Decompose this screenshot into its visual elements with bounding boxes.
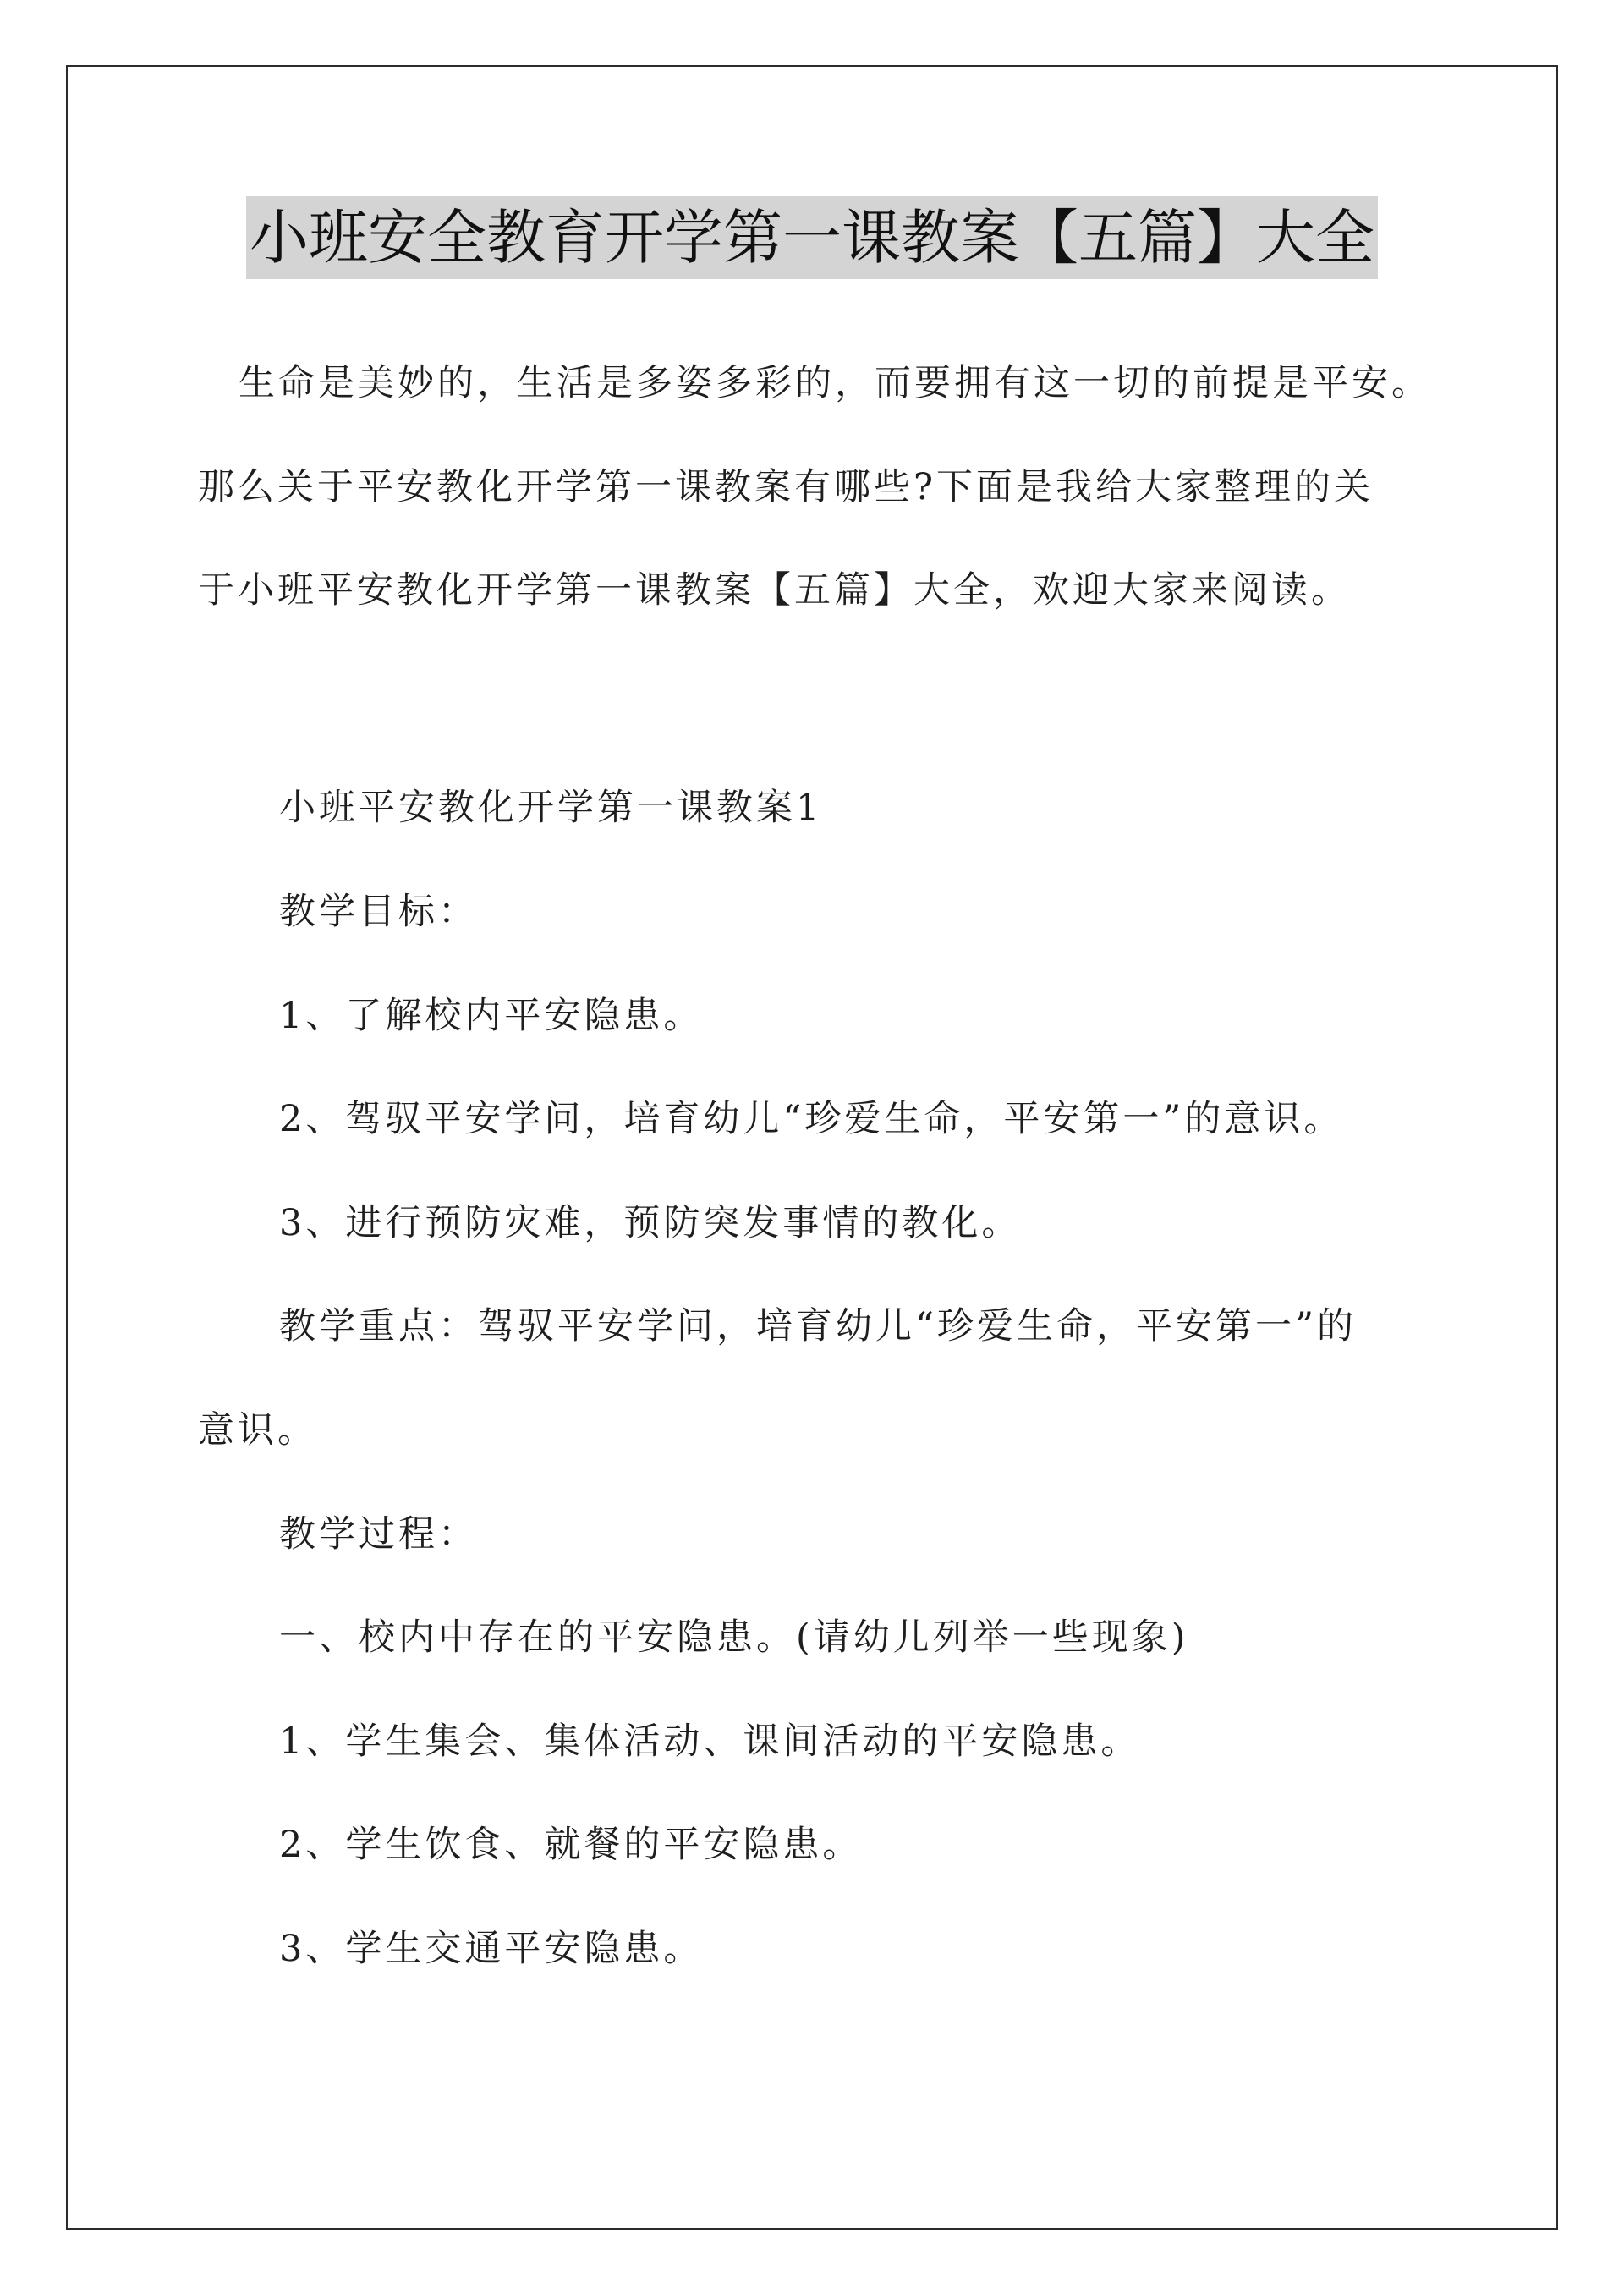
goal-item-1: 1、了解校内平安隐患。 [279,995,704,1037]
intro-line-3: 于小班平安教化开学第一课教案【五篇】大全，欢迎大家来阅读。 [198,569,1351,612]
title-container [0,196,1624,279]
key-point-line-1: 教学重点：驾驭平安学问，培育幼儿“珍爱生命，平安第一”的 [279,1305,1357,1347]
process-subitem-2: 2、学生饮食、就餐的平安隐患。 [279,1824,863,1866]
goals-label: 教学目标： [279,891,478,933]
process-label: 教学过程： [279,1513,478,1556]
process-item-1: 一、校内中存在的平安隐患。(请幼儿列举一些现象) [279,1616,1189,1659]
section-heading: 小班平安教化开学第一课教案1 [279,787,823,829]
intro-line-2: 那么关于平安教化开学第一课教案有哪些?下面是我给大家整理的关 [198,466,1374,508]
intro-line-1: 生命是美妙的，生活是多姿多彩的，而要拥有这一切的前提是平安。 [239,362,1431,404]
goal-item-3: 3、进行预防灾难，预防突发事情的教化。 [279,1202,1022,1244]
goal-item-2: 2、驾驭平安学问，培育幼儿“珍爱生命，平安第一”的意识。 [279,1098,1344,1140]
document-title: 小班安全教育开学第一课教案【五篇】大全 [246,196,1378,279]
process-subitem-1: 1、学生集会、集体活动、课间活动的平安隐患。 [279,1720,1141,1763]
key-point-line-2: 意识。 [198,1409,317,1452]
process-subitem-3: 3、学生交通平安隐患。 [279,1928,704,1970]
